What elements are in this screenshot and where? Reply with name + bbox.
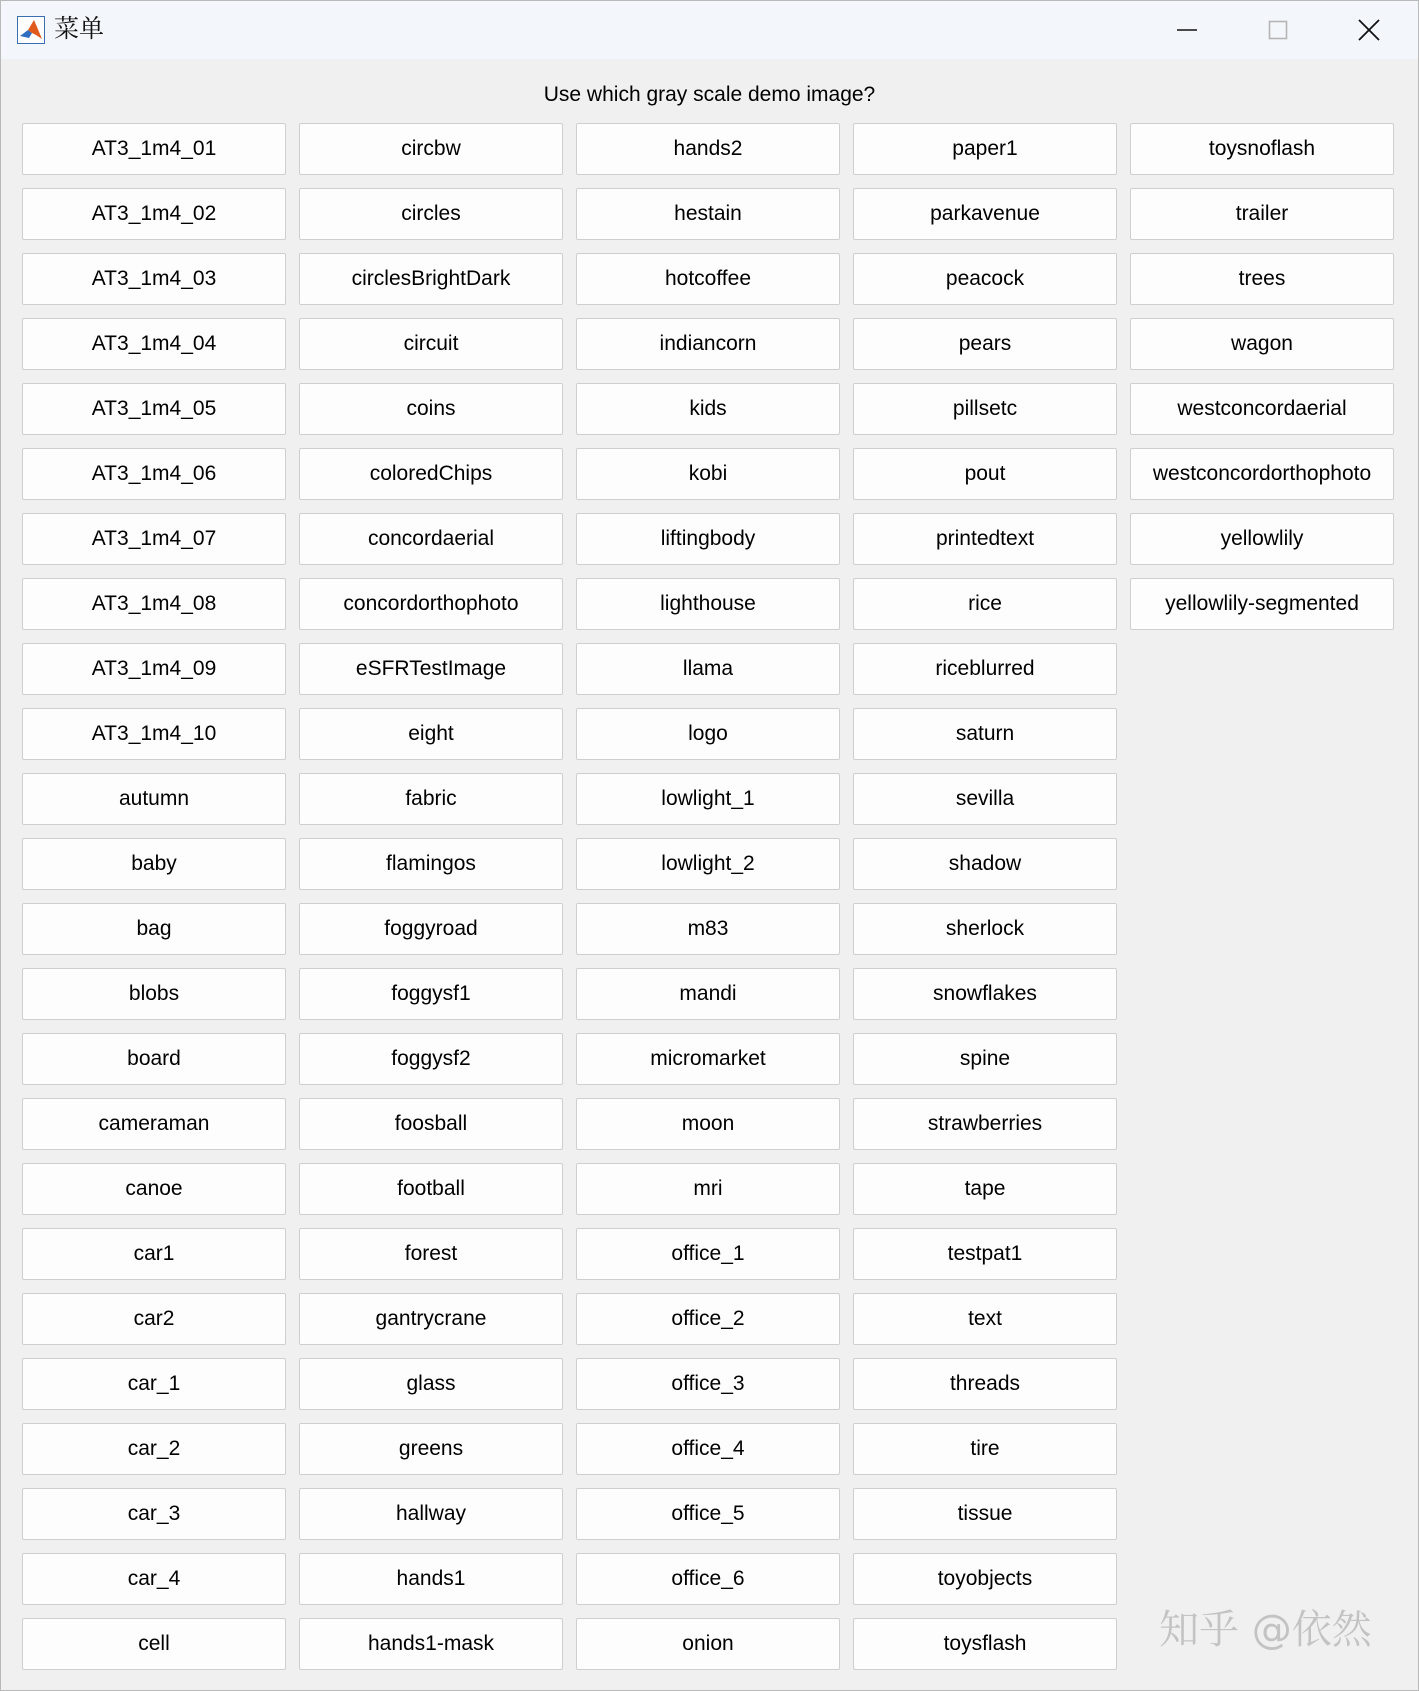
image-button-hestain[interactable]: hestain <box>576 188 840 240</box>
image-button-lowlight-2[interactable]: lowlight_2 <box>576 838 840 890</box>
image-button-pout[interactable]: pout <box>853 448 1117 500</box>
image-button-yellowlily-segmented[interactable]: yellowlily-segmented <box>1130 578 1394 630</box>
image-button-lighthouse[interactable]: lighthouse <box>576 578 840 630</box>
image-button-concordaerial[interactable]: concordaerial <box>299 513 563 565</box>
image-button-canoe[interactable]: canoe <box>22 1163 286 1215</box>
image-button-gantrycrane[interactable]: gantrycrane <box>299 1293 563 1345</box>
image-button-m83[interactable]: m83 <box>576 903 840 955</box>
image-button-concordorthophoto[interactable]: concordorthophoto <box>299 578 563 630</box>
image-button-strawberries[interactable]: strawberries <box>853 1098 1117 1150</box>
maximize-button[interactable] <box>1232 1 1324 59</box>
image-button-office-1[interactable]: office_1 <box>576 1228 840 1280</box>
image-button-esfrtestimage[interactable]: eSFRTestImage <box>299 643 563 695</box>
minimize-button[interactable] <box>1141 1 1233 59</box>
image-button-car1[interactable]: car1 <box>22 1228 286 1280</box>
image-button-at3-1m4-03[interactable]: AT3_1m4_03 <box>22 253 286 305</box>
image-button-office-5[interactable]: office_5 <box>576 1488 840 1540</box>
image-button-fabric[interactable]: fabric <box>299 773 563 825</box>
image-button-threads[interactable]: threads <box>853 1358 1117 1410</box>
image-button-onion[interactable]: onion <box>576 1618 840 1670</box>
image-button-rice[interactable]: rice <box>853 578 1117 630</box>
image-button-cell[interactable]: cell <box>22 1618 286 1670</box>
image-button-forest[interactable]: forest <box>299 1228 563 1280</box>
image-button-riceblurred[interactable]: riceblurred <box>853 643 1117 695</box>
image-button-sherlock[interactable]: sherlock <box>853 903 1117 955</box>
image-button-saturn[interactable]: saturn <box>853 708 1117 760</box>
image-button-hotcoffee[interactable]: hotcoffee <box>576 253 840 305</box>
image-button-circles[interactable]: circles <box>299 188 563 240</box>
image-button-bag[interactable]: bag <box>22 903 286 955</box>
image-button-spine[interactable]: spine <box>853 1033 1117 1085</box>
image-button-greens[interactable]: greens <box>299 1423 563 1475</box>
image-button-pears[interactable]: pears <box>853 318 1117 370</box>
image-button-car-2[interactable]: car_2 <box>22 1423 286 1475</box>
image-button-circbw[interactable]: circbw <box>299 123 563 175</box>
image-button-cameraman[interactable]: cameraman <box>22 1098 286 1150</box>
image-button-paper1[interactable]: paper1 <box>853 123 1117 175</box>
image-button-pillsetc[interactable]: pillsetc <box>853 383 1117 435</box>
image-button-blobs[interactable]: blobs <box>22 968 286 1020</box>
image-button-moon[interactable]: moon <box>576 1098 840 1150</box>
image-button-board[interactable]: board <box>22 1033 286 1085</box>
image-button-logo[interactable]: logo <box>576 708 840 760</box>
image-button-circuit[interactable]: circuit <box>299 318 563 370</box>
title-bar[interactable] <box>1 1 1418 59</box>
image-button-liftingbody[interactable]: liftingbody <box>576 513 840 565</box>
image-button-printedtext[interactable]: printedtext <box>853 513 1117 565</box>
image-button-lowlight-1[interactable]: lowlight_1 <box>576 773 840 825</box>
watermark: 知乎 @依然 <box>1159 1607 1372 1653</box>
image-button-sevilla[interactable]: sevilla <box>853 773 1117 825</box>
close-icon <box>1356 17 1382 43</box>
image-button-glass[interactable]: glass <box>299 1358 563 1410</box>
image-button-toysflash[interactable]: toysflash <box>853 1618 1117 1670</box>
image-button-office-4[interactable]: office_4 <box>576 1423 840 1475</box>
image-button-llama[interactable]: llama <box>576 643 840 695</box>
image-button-testpat1[interactable]: testpat1 <box>853 1228 1117 1280</box>
image-button-micromarket[interactable]: micromarket <box>576 1033 840 1085</box>
matlab-logo-icon <box>17 16 45 44</box>
image-button-office-2[interactable]: office_2 <box>576 1293 840 1345</box>
image-button-kobi[interactable]: kobi <box>576 448 840 500</box>
image-button-shadow[interactable]: shadow <box>853 838 1117 890</box>
image-button-westconcordaerial[interactable]: westconcordaerial <box>1130 383 1394 435</box>
image-button-car-3[interactable]: car_3 <box>22 1488 286 1540</box>
image-button-trees[interactable]: trees <box>1130 253 1394 305</box>
image-button-trailer[interactable]: trailer <box>1130 188 1394 240</box>
image-button-text[interactable]: text <box>853 1293 1117 1345</box>
image-button-coloredchips[interactable]: coloredChips <box>299 448 563 500</box>
image-button-hands1[interactable]: hands1 <box>299 1553 563 1605</box>
image-button-at3-1m4-08[interactable]: AT3_1m4_08 <box>22 578 286 630</box>
image-button-office-3[interactable]: office_3 <box>576 1358 840 1410</box>
image-button-office-6[interactable]: office_6 <box>576 1553 840 1605</box>
close-button[interactable] <box>1323 1 1415 59</box>
image-button-foggyroad[interactable]: foggyroad <box>299 903 563 955</box>
image-button-foggysf1[interactable]: foggysf1 <box>299 968 563 1020</box>
image-button-baby[interactable]: baby <box>22 838 286 890</box>
image-button-hands1-mask[interactable]: hands1-mask <box>299 1618 563 1670</box>
image-button-indiancorn[interactable]: indiancorn <box>576 318 840 370</box>
image-button-coins[interactable]: coins <box>299 383 563 435</box>
image-button-toyobjects[interactable]: toyobjects <box>853 1553 1117 1605</box>
image-button-hallway[interactable]: hallway <box>299 1488 563 1540</box>
image-button-flamingos[interactable]: flamingos <box>299 838 563 890</box>
image-button-westconcordorthophoto[interactable]: westconcordorthophoto <box>1130 448 1394 500</box>
image-button-foggysf2[interactable]: foggysf2 <box>299 1033 563 1085</box>
image-button-car2[interactable]: car2 <box>22 1293 286 1345</box>
image-button-at3-1m4-05[interactable]: AT3_1m4_05 <box>22 383 286 435</box>
minimize-icon <box>1174 17 1200 43</box>
image-button-kids[interactable]: kids <box>576 383 840 435</box>
image-button-mri[interactable]: mri <box>576 1163 840 1215</box>
image-button-car-1[interactable]: car_1 <box>22 1358 286 1410</box>
image-button-peacock[interactable]: peacock <box>853 253 1117 305</box>
image-button-eight[interactable]: eight <box>299 708 563 760</box>
image-button-mandi[interactable]: mandi <box>576 968 840 1020</box>
image-button-parkavenue[interactable]: parkavenue <box>853 188 1117 240</box>
prompt-text: Use which gray scale demo image? <box>543 83 876 106</box>
image-button-circlesbrightdark[interactable]: circlesBrightDark <box>299 253 563 305</box>
image-button-at3-1m4-01[interactable]: AT3_1m4_01 <box>22 123 286 175</box>
image-button-tape[interactable]: tape <box>853 1163 1117 1215</box>
image-button-at3-1m4-10[interactable]: AT3_1m4_10 <box>22 708 286 760</box>
image-button-football[interactable]: football <box>299 1163 563 1215</box>
image-button-car-4[interactable]: car_4 <box>22 1553 286 1605</box>
image-button-at3-1m4-09[interactable]: AT3_1m4_09 <box>22 643 286 695</box>
image-button-toysnoflash[interactable]: toysnoflash <box>1130 123 1394 175</box>
image-button-tissue[interactable]: tissue <box>853 1488 1117 1540</box>
window-title: 菜单 <box>54 14 105 43</box>
maximize-icon <box>1265 17 1291 43</box>
image-button-tire[interactable]: tire <box>853 1423 1117 1475</box>
image-button-autumn[interactable]: autumn <box>22 773 286 825</box>
image-button-at3-1m4-04[interactable]: AT3_1m4_04 <box>22 318 286 370</box>
image-button-grid <box>22 123 1395 1653</box>
image-button-foosball[interactable]: foosball <box>299 1098 563 1150</box>
image-button-yellowlily[interactable]: yellowlily <box>1130 513 1394 565</box>
image-button-at3-1m4-06[interactable]: AT3_1m4_06 <box>22 448 286 500</box>
image-button-wagon[interactable]: wagon <box>1130 318 1394 370</box>
image-button-hands2[interactable]: hands2 <box>576 123 840 175</box>
image-button-snowflakes[interactable]: snowflakes <box>853 968 1117 1020</box>
image-button-at3-1m4-02[interactable]: AT3_1m4_02 <box>22 188 286 240</box>
image-button-at3-1m4-07[interactable]: AT3_1m4_07 <box>22 513 286 565</box>
